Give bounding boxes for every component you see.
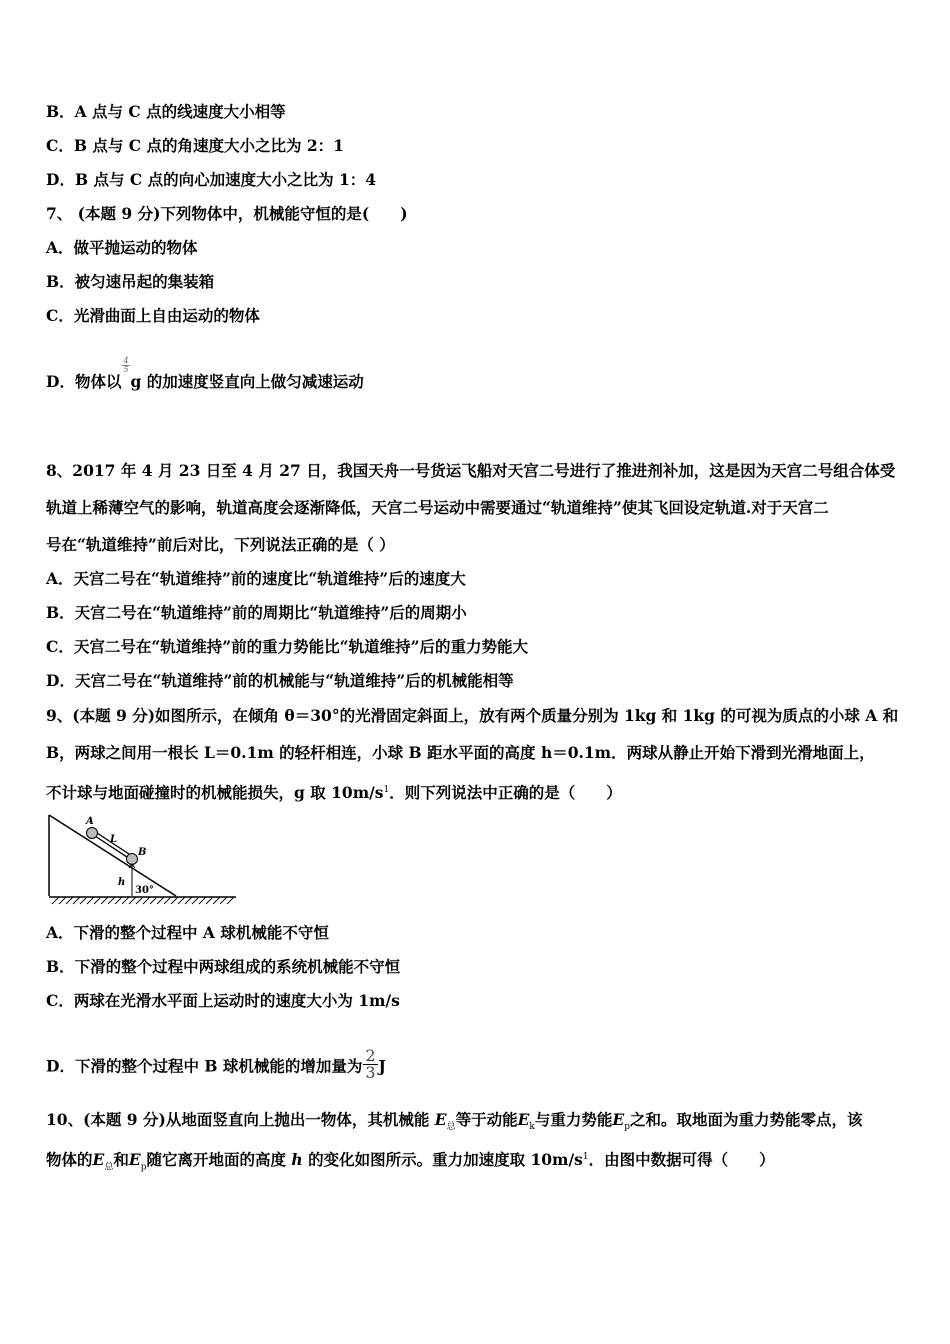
fraction-numerator: 4 <box>123 355 129 365</box>
fraction-denominator: 5 <box>123 364 129 374</box>
fraction-4-5 <box>122 357 129 374</box>
figure-label-angle: 30° <box>135 885 154 896</box>
q10-stem-line-2 <box>46 1147 775 1177</box>
q10-text: 等于动能 <box>455 1110 518 1129</box>
q8-stem-line-2: 轨道上稀薄空气的影响，轨道高度会逐渐降低，天宫二号运动中需要通过“轨道维持”使其飞回设定轨道.对于天宫二 <box>46 498 829 517</box>
figure-label-b: B <box>138 847 147 858</box>
q9-stem-line-3-pre: 不计球与地面碰撞时的机械能损失，g 取 10m/s <box>46 783 384 803</box>
incline-figure <box>46 812 242 912</box>
q7-option-d-post: g 的加速度竖直向上做匀减速运动 <box>130 372 364 391</box>
subscript-total: 总 <box>446 1122 456 1133</box>
symbol-h: h <box>291 1150 303 1170</box>
figure-ball-a <box>87 828 98 839</box>
q10-text: 之和。取地面为重力势能零点，该 <box>630 1110 863 1129</box>
subscript-k: k <box>529 1122 535 1133</box>
q6-option-d: D．B 点与 C 点的向心加速度大小之比为 1：4 <box>46 170 377 189</box>
figure-label-h: h <box>118 877 126 888</box>
q9-option-d-pre: D．下滑的整个过程中 B 球机械能的增加量为 <box>46 1056 363 1076</box>
q10-stem-line-1 <box>46 1110 863 1137</box>
superscript: 1 <box>383 785 390 795</box>
figure-ball-b <box>127 854 138 865</box>
q10-text: 随它离开地面的高度 <box>146 1150 286 1170</box>
q9-stem-line-3 <box>46 780 622 803</box>
symbol-e: E <box>612 1110 625 1129</box>
q10-text: 和 <box>113 1150 129 1170</box>
figure-incline <box>49 815 176 896</box>
symbol-e: E <box>128 1150 141 1170</box>
q10-text: 物体的 <box>46 1150 93 1170</box>
subscript-p: p <box>140 1162 147 1173</box>
q7-stem: 7、 (本题 9 分)下列物体中，机械能守恒的是( ) <box>46 204 408 223</box>
q7-option-b: B．被匀速吊起的集装箱 <box>46 272 215 291</box>
fraction-numerator: 2 <box>365 1046 376 1065</box>
symbol-e: E <box>92 1150 105 1170</box>
symbol-e: E <box>517 1110 530 1129</box>
q6-option-b: B．A 点与 C 点的线速度大小相等 <box>46 102 286 121</box>
q9-stem-line-2: B，两球之间用一根长 L＝0.1m 的轻杆相连，小球 B 距水平面的高度 h＝0.1m．两球从静止开始下滑到光滑地面上， <box>46 743 875 762</box>
q6-option-c: C．B 点与 C 点的角速度大小之比为 2：1 <box>46 136 344 155</box>
q8-option-a: A．天宫二号在“轨道维持”前的速度比“轨道维持”后的速度大 <box>46 569 466 588</box>
q9-option-b: B．下滑的整个过程中两球组成的系统机械能不守恒 <box>46 957 401 976</box>
q8-option-c: C．天宫二号在“轨道维持”前的重力势能比“轨道维持”后的重力势能大 <box>46 637 529 656</box>
q7-option-a: A．做平抛运动的物体 <box>46 238 198 257</box>
q8-option-d: D．天宫二号在“轨道维持”前的机械能与“轨道维持”后的机械能相等 <box>46 671 514 690</box>
q7-option-c: C．光滑曲面上自由运动的物体 <box>46 306 260 325</box>
q9-stem-line-3-post: ．则下列说法中正确的是（ ） <box>389 783 622 803</box>
subscript-p: p <box>624 1122 630 1133</box>
subscript-total: 总 <box>104 1162 114 1173</box>
q9-option-d-post: J <box>378 1056 386 1076</box>
fraction-denominator: 3 <box>365 1063 376 1082</box>
fraction-2-3 <box>363 1048 377 1081</box>
q10-text: 10、(本题 9 分)从地面竖直向上抛出一物体，其机械能 <box>46 1110 430 1129</box>
q8-stem-line-1: 8、2017 年 4 月 23 日至 4 月 27 日，我国天舟一号货运飞船对天宫二号进行了推进剂补加，这是因为天宫二号组合体受 <box>46 461 896 480</box>
q9-option-a: A．下滑的整个过程中 A 球机械能不守恒 <box>46 923 329 942</box>
figure-label-l: L <box>110 834 118 845</box>
q10-text: 的变化如图所示。重力加速度取 10m/s <box>308 1150 583 1170</box>
q9-option-d <box>46 1046 386 1084</box>
q8-option-b: B．天宫二号在“轨道维持”前的周期比“轨道维持”后的周期小 <box>46 603 467 622</box>
q8-stem-line-3: 号在“轨道维持”前后对比，下列说法正确的是（ ） <box>46 535 395 554</box>
figure-ground-hatching <box>52 897 234 904</box>
q10-text: 与重力势能 <box>534 1110 613 1129</box>
symbol-e: E <box>434 1110 447 1129</box>
q9-option-c: C．两球在光滑水平面上运动时的速度大小为 1m/s <box>46 991 400 1010</box>
q10-text: ．由图中数据可得（ ） <box>588 1150 775 1170</box>
superscript: 1 <box>582 1152 589 1162</box>
figure-label-a: A <box>86 816 94 827</box>
q7-option-d <box>46 355 364 392</box>
q9-stem-line-1: 9、(本题 9 分)如图所示，在倾角 θ＝30°的光滑固定斜面上，放有两个质量分别为 1kg 和 1kg 的可视为质点的小球 A 和 <box>46 706 899 725</box>
q7-option-d-pre: D．物体以 <box>46 372 122 391</box>
